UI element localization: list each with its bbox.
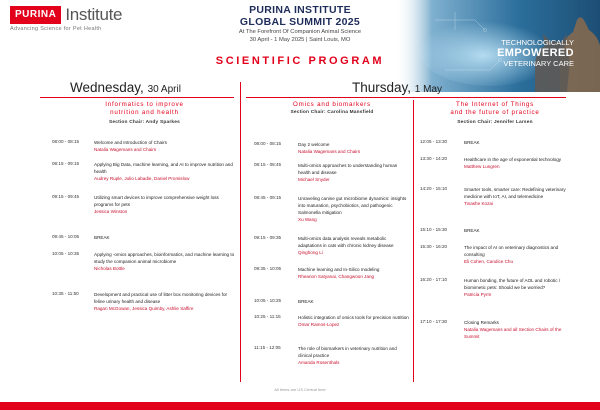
session-info [298,314,409,328]
session-info [464,156,561,170]
day-separator [240,82,241,382]
summit-dates-location: 30 April - 1 May 2025 | Saint Louis, MO [249,37,351,43]
day-date: 30 April [147,84,181,95]
session-row [52,194,237,215]
session-title: BREAK [464,140,480,145]
purina-institute-logo [10,6,160,40]
session-speakers: Michael Snyder [298,177,330,182]
day-name: Thursday, [352,80,412,95]
session-title: Holistic integration of omics tools for precision nutrition [298,315,409,320]
session-time: 09:35 - 10:05 [254,266,282,271]
hero-line-2: EMPOWERED [497,47,574,59]
session-time: 08:15 - 09:15 [52,161,80,166]
session-title: Multi-omics data analysis reveals metabolic adaptations in cats with chronic kidney disease [298,236,394,248]
session-time: 15:10 - 15:30 [420,227,448,232]
session-time: 11:15 - 12:05 [254,345,281,350]
summit-subtitle: At The Forefront Of Companion Animal Science [238,29,362,35]
section-title [52,101,237,117]
session-info [298,141,360,155]
session-info [464,186,570,207]
section-title-line-2: and the future of practice [450,109,540,116]
session-row-break [52,234,237,241]
session-row-break [254,298,410,305]
session-time: 13:30 - 14:20 [420,156,448,161]
session-speakers: Tinashe Kozai [464,201,493,206]
session-row [254,141,410,155]
session-title: Utilizing smart devices to improve comprehensive weight loss programs for pets [94,195,219,207]
session-row-break [420,227,570,234]
session-time: 08:00 - 08:15 [52,139,80,144]
session-time: 10:05 - 10:35 [52,251,80,256]
hero-line-1: TECHNOLOGICALLY [501,38,574,47]
session-row [52,251,237,272]
session-title: Applying Big Data, machine learning, and AI to improve nutrition and health [94,162,233,174]
session-speakers: Matthew Lungren [464,164,500,169]
section-informatics [52,101,237,311]
summit-line-2: GLOBAL SUMMIT 2025 [239,16,361,28]
session-row [420,156,570,170]
session-time: 15:30 - 16:20 [420,244,448,249]
session-time: 10:25 - 11:15 [254,314,281,319]
logo-word: Institute [65,5,123,24]
session-title: Applying -omics approaches, bioinformatics, and machine learning to study the companion animal microbiome [94,252,235,264]
session-row [254,235,410,256]
section-title-line-2: nutrition and health [110,109,179,116]
column-separator [413,100,414,382]
session-row [420,244,570,265]
session-time: 12:05 - 13:30 [420,139,448,144]
session-speakers: Rheanon Satyanai, Changwoon Jang [298,274,375,279]
session-row [254,266,410,280]
section-title-line-1: The Internet of Things [455,101,535,108]
session-info [298,162,410,183]
section-chair: Section Chair: Carolina Mansfield [290,110,374,115]
session-speakers: Nicholas Bottle [94,266,125,271]
session-title: Development and practical use of litter box monitoring devices for feline urinary health and disease [94,292,228,304]
session-info [94,194,237,215]
bottom-accent-bar [0,402,600,410]
logo-tagline: Advancing Science for Pet Health [10,26,102,32]
session-title: Human bonding, the future of AOL and robotic / biomimetic pets: Should we be worried? [464,278,561,290]
session-speakers: Amanda Rosenthals [298,360,340,365]
summit-title-block [200,4,400,44]
session-row [420,186,570,207]
section-chair: Section Chair: Andy Sparkes [108,120,181,125]
page-header [0,0,600,74]
session-info [298,235,410,256]
session-speakers: Audrey Ruple, Julio Labadie, Daniel Promislow [94,176,190,181]
day-name: Wednesday, [70,80,144,95]
session-time: 08:45 - 09:15 [254,195,282,200]
session-row [254,162,410,183]
session-time: 10:05 - 10:25 [254,298,282,303]
session-info [94,291,237,312]
session-row [254,314,410,328]
divider-wednesday [40,97,234,98]
day-date: 1 May [414,84,443,95]
session-row [52,139,237,153]
session-info [464,139,480,146]
divider-thursday [246,97,566,98]
session-time: 17:10 - 17:30 [420,319,448,324]
session-title: The impact of AI on veterinary diagnostics and consulting [464,245,559,257]
hero-line-3: VETERINARY CARE [503,59,574,68]
section-title-line-1: Informatics to improve [105,101,184,108]
session-title: Welcome and Introduction of Chairs [94,140,167,145]
session-info [298,266,379,280]
session-time: 14:20 - 15:10 [420,186,448,191]
session-title: Machine learning and In-Silico modeling [298,267,380,272]
session-speakers: Eli Cohen, Candice Chu [464,259,514,264]
summit-line-1: PURINA INSTITUTE [249,4,351,16]
session-title: Unraveling canine gut microbiome dynamics: insights into maturation, psychobiotics, and pathogenic Salmonella mitigation [298,196,407,215]
session-speakers: Natalia Wagemans and Chairs [94,147,157,152]
session-title: BREAK [298,299,314,304]
session-info [298,345,410,366]
section-title [254,101,410,109]
session-time: 08:00 - 08:15 [254,141,282,146]
session-title: BREAK [94,235,110,240]
session-info [464,244,570,265]
session-row [52,161,237,182]
session-row [420,319,570,340]
session-time: 08:15 - 08:45 [254,162,282,167]
session-time: 09:45 - 10:05 [52,234,80,239]
session-row [420,277,570,298]
session-row [52,291,237,312]
session-title: Smarter tools, smarter care: Redefining veterinary medicine with IoT, AI, and telemedicine [464,187,566,199]
day-header-wednesday [70,80,181,95]
session-speakers: Xu Wang [298,217,317,222]
session-time: 09:15 - 09:45 [52,194,80,199]
session-time: 16:20 - 17:10 [420,277,448,282]
session-title: Closing Remarks [464,320,499,325]
section-chair: Section Chair: Jennifer Larsen [457,120,533,125]
footer-note: All times are US Central time [274,387,326,392]
session-info [94,161,237,182]
session-info [464,227,480,234]
section-title-line-1: Omics and biomarkers [293,101,371,108]
session-info [298,298,314,305]
logo-box: PURINA [10,6,61,24]
session-speakers: Patricia Pyrm [464,292,492,297]
session-info [298,195,410,223]
section-iot [420,101,570,339]
day-header-thursday [352,80,442,95]
session-info [94,251,237,272]
program-title: SCIENTIFIC PROGRAM [215,55,385,67]
session-speakers: Natalia Wagemans and all Section Chairs of the Summit [464,327,562,339]
session-speakers: Jessica Winston [94,209,128,214]
session-title: Day 2 welcome [298,142,330,147]
session-title: Healthcare in the age of exponential technology [464,157,562,162]
hero-tagline [497,38,574,68]
hero-banner-image [395,0,600,92]
session-info [464,319,570,340]
session-speakers: Omar Ramos-Lopez [298,322,340,327]
session-info [94,234,110,241]
section-title [420,101,570,117]
session-speakers: Ragan McGowan, Jessica Quimby, Ashlie Saffire [94,306,194,311]
session-speakers: Qinghong Li [298,250,323,255]
session-row [254,345,410,366]
session-time: 10:35 - 11:50 [52,291,79,296]
session-title: Multi-omics approaches to understanding human health and disease [298,163,398,175]
session-row-break [420,139,570,146]
session-info [464,277,570,298]
session-time: 09:15 - 09:35 [254,235,282,240]
section-omics [254,101,410,365]
session-row [254,195,410,223]
session-info [94,139,167,153]
session-title: BREAK [464,228,480,233]
session-title: The role of biomarkers in veterinary nutrition and clinical practice [298,346,397,358]
session-speakers: Natalia Wagemans and Chairs [298,149,361,154]
